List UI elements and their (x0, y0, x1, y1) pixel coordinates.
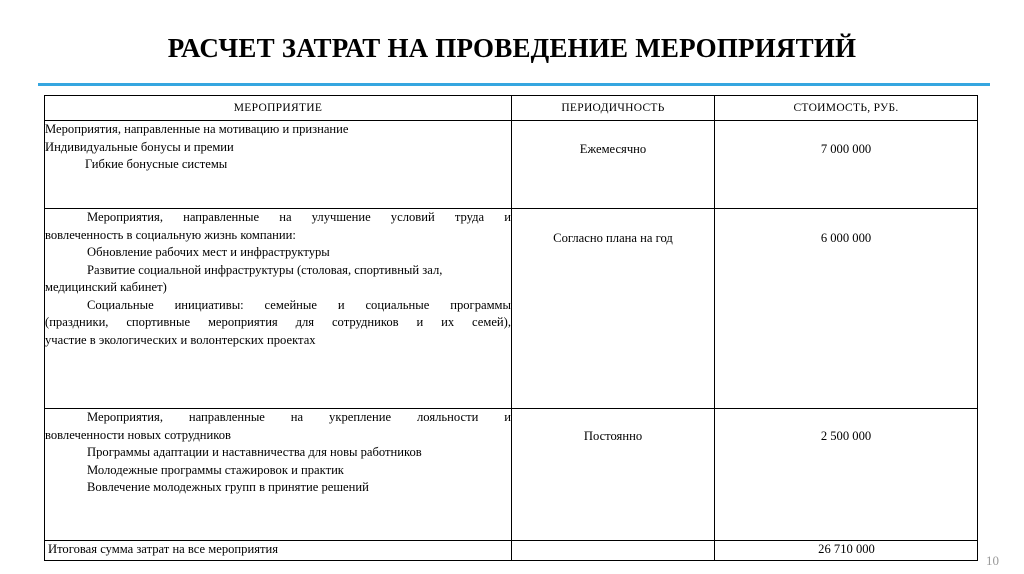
title-divider (38, 83, 990, 86)
table-row (45, 409, 978, 541)
periodicity-cell: Постоянно (512, 409, 715, 541)
total-periodicity-cell (512, 541, 715, 561)
total-cost-cell: 26 710 000 (715, 541, 978, 561)
event-line: Молодежные программы стажировок и практик (87, 462, 344, 477)
page-title: РАСЧЕТ ЗАТРАТ НА ПРОВЕДЕНИЕ МЕРОПРИЯТИЙ (167, 33, 857, 63)
page-number: 10 (986, 553, 999, 568)
header-cost: СТОИМОСТЬ, РУБ. (715, 96, 978, 121)
cost-cell: 2 500 000 (715, 409, 978, 541)
event-line: Вовлечение молодежных групп в принятие решений (87, 480, 369, 494)
event-line: Мероприятия, направленные на улучшение условий труда и (87, 210, 511, 224)
cost-cell: 7 000 000 (715, 121, 978, 209)
event-description (45, 121, 512, 209)
event-line: Развитие социальной инфраструктуры (столовая, спортивный зал, (87, 262, 443, 277)
event-line: Программы адаптации и наставничества для новы работников (87, 445, 422, 459)
table-header-row (45, 96, 978, 121)
event-line: медицинский кабинет) (45, 280, 167, 294)
event-line: Мероприятия, направленные на мотивацию и признание (45, 122, 349, 136)
event-line: вовлеченность в социальную жизнь компании: (45, 227, 296, 242)
cost-cell: 6 000 000 (715, 209, 978, 409)
event-line: Мероприятия, направленные на укрепление лояльности и (87, 410, 511, 424)
event-line: (праздники, спортивные мероприятия для сотрудников и их семей), (45, 315, 511, 329)
event-line: Гибкие бонусные системы (85, 157, 228, 171)
event-description (45, 409, 512, 541)
header-periodicity: ПЕРИОДИЧНОСТЬ (512, 96, 715, 121)
table-row (45, 209, 978, 409)
event-line: Обновление рабочих мест и инфраструктуры (87, 245, 330, 259)
event-line: Социальные инициативы: семейные и социальные программы (87, 297, 511, 312)
event-line: участие в экологических и волонтерских проектах (45, 332, 316, 347)
total-label: Итоговая сумма затрат на все мероприятия (45, 541, 512, 561)
table-row (45, 121, 978, 209)
table-total-row (45, 541, 978, 561)
event-description (45, 209, 512, 409)
periodicity-cell: Ежемесячно (512, 121, 715, 209)
event-line: Индивидуальные бонусы и премии (45, 139, 234, 154)
periodicity-cell: Согласно плана на год (512, 209, 715, 409)
event-line: вовлеченности новых сотрудников (45, 427, 232, 442)
cost-table (44, 95, 978, 561)
header-event: МЕРОПРИЯТИЕ (45, 96, 512, 121)
